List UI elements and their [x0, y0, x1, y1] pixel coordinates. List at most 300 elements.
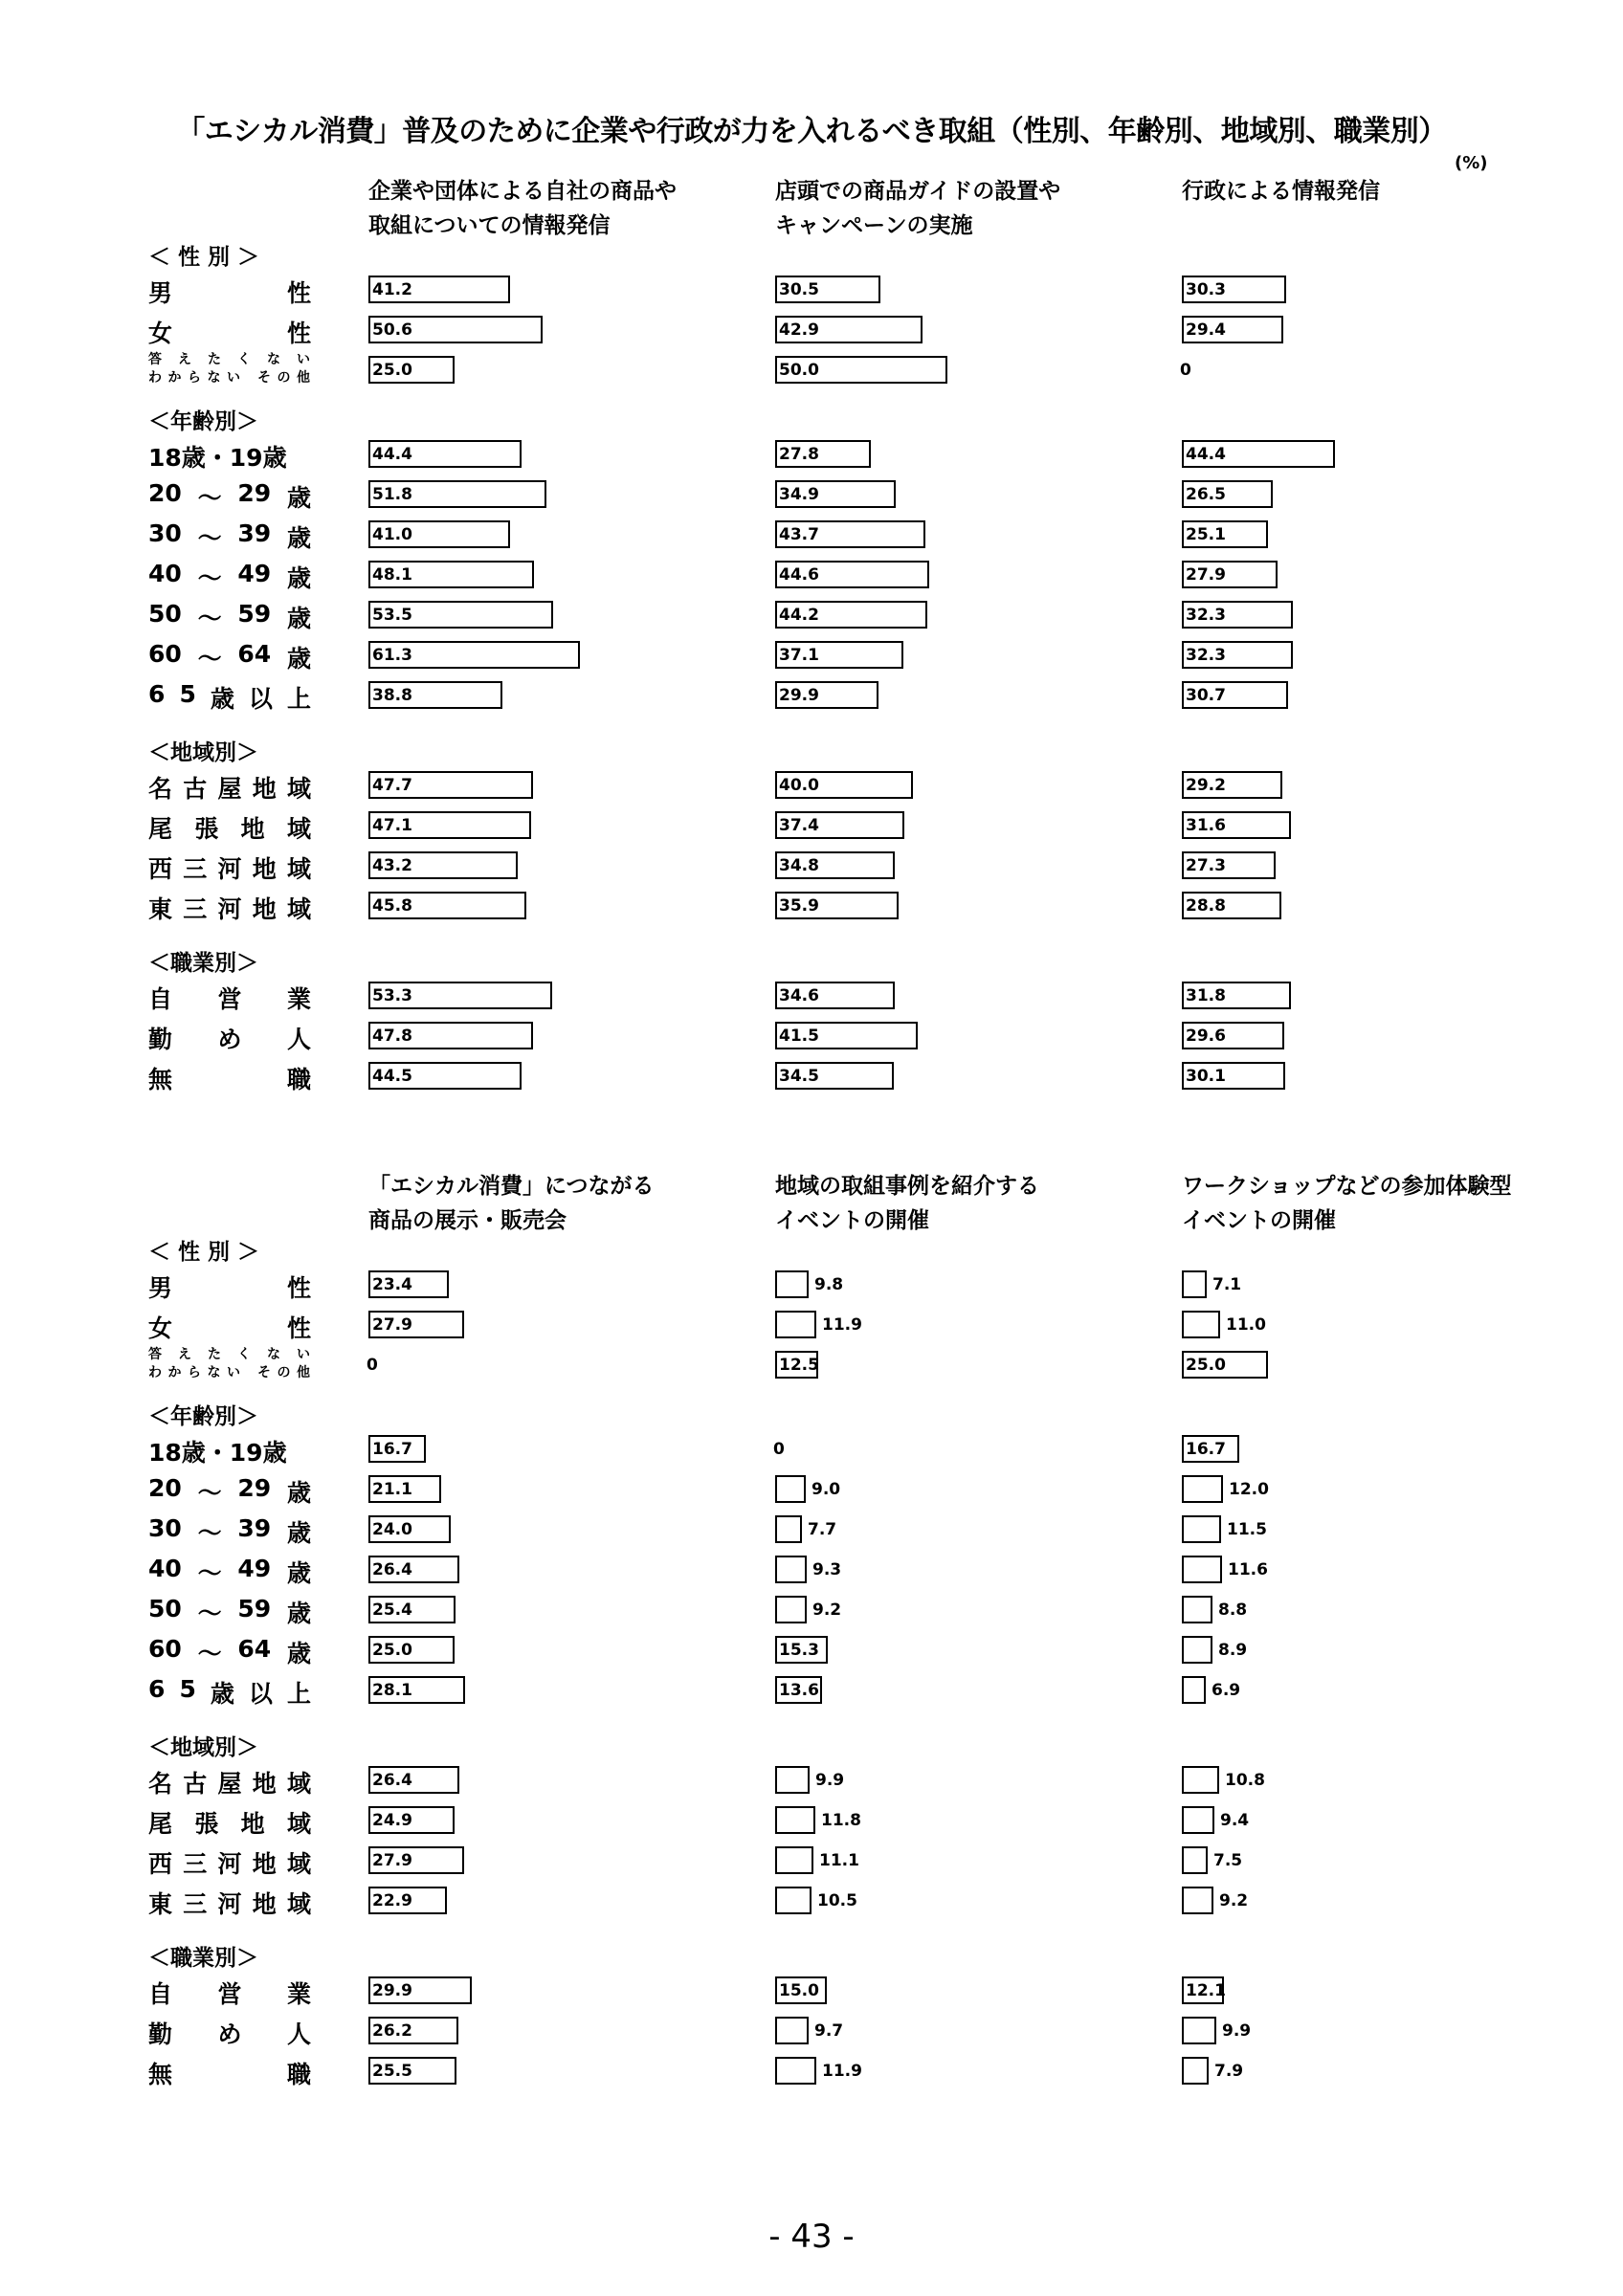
row-label-part: 39: [237, 1514, 272, 1542]
bar-value-label: 11.9: [822, 1315, 862, 1335]
row-label: [148, 1845, 311, 1876]
row-label-part: 30: [148, 1514, 182, 1542]
group-label: ＜地域別＞: [148, 1735, 258, 1760]
bar-value-label: 26.4: [372, 1771, 412, 1790]
row-label-part: 自: [148, 1980, 173, 2008]
row-label-part: 河: [217, 1850, 242, 1878]
row-label-part: ～: [197, 1600, 222, 1627]
bar-mark: [775, 2017, 809, 2044]
bar-value-label: 9.2: [812, 1601, 842, 1620]
bar-mark: [775, 1806, 815, 1834]
row-label: [148, 1434, 311, 1465]
bar-mark: [775, 1311, 816, 1338]
column-title-line: ワークショップなどの参加体験型: [1182, 1174, 1512, 1199]
row-label: [148, 439, 311, 470]
bar-value-label: 25.5: [372, 2062, 412, 2081]
bar-value-label: 50.0: [779, 361, 819, 380]
row-label-part: 歳: [286, 605, 311, 632]
row-label-part: 女: [148, 1314, 173, 1342]
row-label-part: 域: [286, 1770, 311, 1798]
bar-mark: [1182, 1676, 1206, 1704]
bar-value-label: 11.6: [1228, 1560, 1268, 1579]
bar-value-label: 27.9: [1186, 565, 1226, 585]
row-label-part: ～: [197, 1640, 222, 1667]
group-label: ＜ 性 別 ＞: [148, 245, 260, 270]
row-label-part: 性: [286, 320, 311, 347]
bar-value-label: 48.1: [372, 565, 412, 585]
row-label-part: 50: [148, 1595, 182, 1623]
row-label-part: 49: [237, 1555, 272, 1582]
bar-value-label: 47.8: [372, 1027, 412, 1046]
page-title: 「エシカル消費」普及のために企業や行政が力を入れるべき取組（性別、年齢別、地域別、職業別）: [176, 115, 1447, 148]
column-title-line: 商品の展示・販売会: [368, 1208, 567, 1233]
row-label-part: 20: [148, 1474, 182, 1502]
row-label: [148, 1976, 311, 2006]
row-label-part: 名: [148, 775, 173, 803]
bar-mark: [775, 1887, 812, 1914]
row-label-part: 60: [148, 1635, 182, 1663]
bar-mark: [1182, 1766, 1219, 1794]
row-label-part: 西: [148, 1850, 173, 1878]
row-label-part: 以: [248, 685, 273, 713]
page-number: - 43 -: [768, 2218, 855, 2256]
row-label-part: 49: [237, 560, 272, 587]
row-label-part: ～: [197, 564, 222, 592]
row-label: [148, 2056, 311, 2086]
row-label-part: 地: [252, 1770, 277, 1798]
bar-value-label: 31.8: [1186, 986, 1226, 1005]
bar-mark: [775, 2057, 816, 2085]
row-label: [148, 1886, 311, 1916]
bar-value-label: 8.9: [1218, 1641, 1248, 1660]
row-label: [148, 1310, 311, 1340]
bar-mark: [1182, 1311, 1220, 1338]
bar-mark: [775, 1556, 807, 1583]
row-label: [148, 981, 311, 1011]
bar-mark: [1182, 1846, 1208, 1874]
bar-value-label: 31.6: [1186, 816, 1226, 835]
bar-value-label: 12.5: [779, 1356, 819, 1375]
bar-value-label: 27.9: [372, 1851, 412, 1870]
row-label-part: 歳: [286, 645, 311, 673]
bar-value-label: 25.4: [372, 1601, 412, 1620]
row-label-part: 64: [237, 1635, 272, 1663]
bar-value-label: 11.5: [1227, 1520, 1267, 1539]
bar-mark: [1182, 1636, 1212, 1664]
row-label-part: ～: [197, 484, 222, 512]
row-label-part: 男: [148, 279, 173, 307]
row-label-part: 歳: [210, 1680, 234, 1708]
bar-value-label: 9.8: [814, 1275, 844, 1294]
row-label-part: 自: [148, 985, 173, 1013]
row-label-part: 域: [286, 1850, 311, 1878]
group-label: ＜年齢別＞: [148, 1404, 258, 1429]
bar-value-label: 30.5: [779, 280, 819, 299]
bar-value-label: 43.2: [372, 856, 412, 875]
row-label: [148, 1555, 311, 1585]
row-label: [148, 275, 311, 305]
group-label: ＜職業別＞: [148, 1946, 258, 1971]
bar-value-label: 10.5: [817, 1891, 857, 1910]
row-label-part: 屋: [217, 1770, 242, 1798]
bar-value-label: 26.2: [372, 2021, 412, 2041]
row-label-part: 地: [252, 895, 277, 923]
bar-mark: [1182, 1515, 1221, 1543]
row-label-part: 西: [148, 855, 173, 883]
row-label-part: 歳: [286, 484, 311, 512]
row-label-part: 39: [237, 519, 272, 547]
bar-value-label: 0: [1180, 361, 1191, 380]
column-title: [775, 174, 1060, 243]
bar-value-label: 51.8: [372, 485, 412, 504]
bar-value-label: 26.5: [1186, 485, 1226, 504]
bar-value-label: 27.8: [779, 445, 819, 464]
bar-value-label: 47.7: [372, 776, 412, 795]
row-label-part: 64: [237, 640, 272, 668]
row-label: [148, 1635, 311, 1666]
bar-value-label: 44.5: [372, 1067, 412, 1086]
row-label-part: ～: [197, 1479, 222, 1507]
bar-value-label: 9.3: [812, 1560, 842, 1579]
bar-value-label: 44.2: [779, 606, 819, 625]
row-label: [148, 1514, 311, 1545]
row-label: [148, 350, 311, 388]
bar-value-label: 9.4: [1220, 1811, 1250, 1830]
row-label-part: わからない その他: [148, 1365, 311, 1380]
bar-value-label: 44.4: [372, 445, 412, 464]
row-label-part: 無: [148, 1066, 173, 1093]
row-label-part: 5: [179, 680, 196, 708]
bar-value-label: 27.9: [372, 1315, 412, 1335]
row-label-part: 40: [148, 560, 182, 587]
bar-value-label: 30.1: [1186, 1067, 1226, 1086]
row-label-part: 地: [240, 1810, 265, 1838]
bar-value-label: 29.2: [1186, 776, 1226, 795]
group-label: ＜職業別＞: [148, 951, 258, 976]
row-label-part: 域: [286, 855, 311, 883]
row-label-part: 50: [148, 600, 182, 628]
row-label-part: 5: [179, 1675, 196, 1703]
column-title-line: 行政による情報発信: [1182, 179, 1380, 204]
row-label: [148, 560, 311, 590]
row-label-part: 18歳・19歳: [148, 1439, 287, 1467]
row-label-part: 業: [286, 985, 311, 1013]
bar-value-label: 30.7: [1186, 686, 1226, 705]
bar-value-label: 32.3: [1186, 606, 1226, 625]
row-label-part: 職: [286, 2061, 311, 2088]
row-label-part: 人: [286, 2020, 311, 2048]
row-label-part: 域: [286, 895, 311, 923]
row-label-part: 河: [217, 895, 242, 923]
bar-value-label: 25.1: [1186, 525, 1226, 544]
row-label-part: 河: [217, 855, 242, 883]
bar-value-label: 11.1: [819, 1851, 859, 1870]
bar-mark: [1182, 1887, 1213, 1914]
row-label-part: 人: [286, 1026, 311, 1053]
unit-label: (%): [1455, 153, 1488, 173]
row-label-part: 性: [286, 1274, 311, 1302]
column-title: [775, 1169, 1039, 1238]
row-label-part: 職: [286, 1066, 311, 1093]
bar-value-label: 8.8: [1218, 1601, 1248, 1620]
row-label-part: 東: [148, 895, 173, 923]
bar-mark: [775, 1475, 806, 1503]
row-label: [148, 1474, 311, 1505]
bar-value-label: 7.9: [1214, 2062, 1244, 2081]
row-label-part: 60: [148, 640, 182, 668]
row-label-part: 無: [148, 2061, 173, 2088]
bar-value-label: 44.4: [1186, 445, 1226, 464]
bar-value-label: 16.7: [1186, 1440, 1226, 1459]
row-label-part: 女: [148, 320, 173, 347]
bar-value-label: 23.4: [372, 1275, 412, 1294]
bar-value-label: 0: [773, 1440, 785, 1459]
row-label-part: 歳: [286, 1640, 311, 1667]
bar-mark: [1182, 2057, 1209, 2085]
bar-value-label: 12.1: [1186, 1981, 1226, 2000]
row-label-part: 河: [217, 1890, 242, 1918]
row-label-part: 尾: [148, 815, 173, 843]
row-label-part: 以: [248, 1680, 273, 1708]
bar-value-label: 38.8: [372, 686, 412, 705]
group-label: ＜年齢別＞: [148, 409, 258, 434]
row-label-part: 地: [252, 775, 277, 803]
column-title-line: 地域の取組事例を紹介する: [775, 1174, 1039, 1199]
row-label-part: ～: [197, 605, 222, 632]
row-label: [148, 1269, 311, 1300]
column-title: [368, 174, 677, 243]
bar-value-label: 25.0: [372, 361, 412, 380]
row-label-part: 30: [148, 519, 182, 547]
bar-value-label: 9.9: [1222, 2021, 1252, 2041]
bar-value-label: 47.1: [372, 816, 412, 835]
row-label-part: 域: [286, 1890, 311, 1918]
bar-value-label: 37.1: [779, 646, 819, 665]
row-label: [148, 2016, 311, 2046]
row-label: [148, 1805, 311, 1836]
column-title: [1182, 1169, 1512, 1238]
group-label: ＜ 性 別 ＞: [148, 1240, 260, 1265]
row-label-part: 尾: [148, 1810, 173, 1838]
row-label: [148, 1061, 311, 1092]
row-label-part: 三: [183, 1890, 208, 1918]
row-label-part: 古: [183, 1770, 208, 1798]
bar-value-label: 9.7: [814, 2021, 844, 2041]
bar-value-label: 30.3: [1186, 280, 1226, 299]
row-label-part: め: [217, 2020, 242, 2048]
row-label-part: 域: [286, 815, 311, 843]
bar-value-label: 28.1: [372, 1681, 412, 1700]
bar-value-label: 41.0: [372, 525, 412, 544]
bar-value-label: 11.8: [821, 1811, 861, 1830]
row-label-part: 29: [237, 1474, 272, 1502]
row-label: [148, 479, 311, 510]
column-title-line: イベントの開催: [1182, 1208, 1336, 1233]
bar-value-label: 24.9: [372, 1811, 412, 1830]
row-label-part: 6: [148, 680, 166, 708]
row-label-part: 歳: [286, 564, 311, 592]
bar-value-label: 43.7: [779, 525, 819, 544]
row-label-part: 東: [148, 1890, 173, 1918]
row-label-part: 29: [237, 479, 272, 507]
bar-mark: [1182, 1596, 1212, 1623]
bar-mark: [1182, 1556, 1222, 1583]
bar-value-label: 11.0: [1226, 1315, 1266, 1335]
row-label-part: 18歳・19歳: [148, 444, 287, 472]
row-label-part: 名: [148, 1770, 173, 1798]
bar-value-label: 29.4: [1186, 320, 1226, 340]
column-title: [1182, 174, 1380, 209]
row-label-part: 上: [286, 1680, 311, 1708]
row-label-part: め: [217, 1026, 242, 1053]
bar-mark: [775, 1846, 813, 1874]
bar-value-label: 24.0: [372, 1520, 412, 1539]
bar-value-label: 28.8: [1186, 896, 1226, 916]
row-label-part: 歳: [286, 1519, 311, 1547]
row-label-part: 営: [217, 985, 242, 1013]
row-label: [148, 1021, 311, 1051]
bar-value-label: 15.3: [779, 1641, 819, 1660]
row-label-part: 男: [148, 1274, 173, 1302]
row-label-part: 三: [183, 1850, 208, 1878]
row-label: [148, 850, 311, 881]
bar-value-label: 21.1: [372, 1480, 412, 1499]
row-label-part: 域: [286, 775, 311, 803]
bar-value-label: 41.2: [372, 280, 412, 299]
row-label-part: 答 え た く な い: [148, 352, 311, 367]
row-label-part: 20: [148, 479, 182, 507]
bar-value-label: 7.1: [1212, 1275, 1242, 1294]
row-label: [148, 640, 311, 671]
bar-value-label: 34.8: [779, 856, 819, 875]
row-label-part: 答 え た く な い: [148, 1347, 311, 1362]
bar-mark: [1182, 1270, 1207, 1298]
row-label: [148, 315, 311, 345]
row-label-part: 勤: [148, 2020, 173, 2048]
row-label-part: ～: [197, 1519, 222, 1547]
row-label-part: 張: [194, 1810, 219, 1838]
bar-value-label: 7.5: [1213, 1851, 1243, 1870]
row-label-part: 59: [237, 1595, 272, 1623]
bar-value-label: 41.5: [779, 1027, 819, 1046]
bar-value-label: 29.9: [372, 1981, 412, 2000]
bar-value-label: 26.4: [372, 1560, 412, 1579]
row-label-part: 古: [183, 775, 208, 803]
row-label: [148, 770, 311, 801]
row-label-part: 勤: [148, 1026, 173, 1053]
row-label-part: 域: [286, 1810, 311, 1838]
row-label-part: 三: [183, 895, 208, 923]
bar-value-label: 40.0: [779, 776, 819, 795]
row-label: [148, 810, 311, 841]
bar-mark: [1182, 1806, 1214, 1834]
bar-mark: [1182, 2017, 1216, 2044]
bar-value-label: 34.5: [779, 1067, 819, 1086]
bar-value-label: 34.9: [779, 485, 819, 504]
column-title-line: 店頭での商品ガイドの設置や: [775, 179, 1061, 204]
row-label-part: 歳: [286, 1479, 311, 1507]
bar-value-label: 25.0: [1186, 1356, 1226, 1375]
bar-value-label: 9.0: [812, 1480, 841, 1499]
bar-mark: [775, 1596, 807, 1623]
column-title-line: 「エシカル消費」につながる: [368, 1174, 655, 1199]
bar-value-label: 61.3: [372, 646, 412, 665]
row-label-part: 地: [240, 815, 265, 843]
bar-value-label: 0: [367, 1356, 378, 1375]
bar-value-label: 37.4: [779, 816, 819, 835]
bar-value-label: 15.0: [779, 1981, 819, 2000]
bar-mark: [1182, 1475, 1223, 1503]
column-title-line: イベントの開催: [775, 1208, 929, 1233]
bar-value-label: 9.9: [815, 1771, 845, 1790]
row-label-part: 屋: [217, 775, 242, 803]
column-title-line: 取組についての情報発信: [368, 213, 611, 238]
column-title: [368, 1169, 655, 1238]
group-label: ＜地域別＞: [148, 740, 258, 765]
bar-mark: [775, 1515, 802, 1543]
row-label-part: ～: [197, 645, 222, 673]
bar-value-label: 6.9: [1212, 1681, 1241, 1700]
bar-value-label: 42.9: [779, 320, 819, 340]
row-label: [148, 1675, 311, 1706]
bar-value-label: 27.3: [1186, 856, 1226, 875]
row-label-part: 6: [148, 1675, 166, 1703]
column-title-line: キャンペーンの実施: [775, 213, 973, 238]
row-label-part: 歳: [286, 524, 311, 552]
bar-value-label: 22.9: [372, 1891, 412, 1910]
bar-mark: [775, 1270, 809, 1298]
bar-value-label: 50.6: [372, 320, 412, 340]
row-label-part: わからない その他: [148, 370, 311, 386]
row-label: [148, 891, 311, 921]
bar-value-label: 53.3: [372, 986, 412, 1005]
row-label: [148, 680, 311, 711]
row-label-part: 上: [286, 685, 311, 713]
row-label-part: 地: [252, 1850, 277, 1878]
row-label: [148, 1345, 311, 1383]
row-label-part: 歳: [286, 1600, 311, 1627]
column-title-line: 企業や団体による自社の商品や: [368, 179, 677, 204]
row-label-part: 59: [237, 600, 272, 628]
bar-value-label: 9.2: [1219, 1891, 1249, 1910]
row-label-part: 三: [183, 855, 208, 883]
bar-value-label: 53.5: [372, 606, 412, 625]
bar-value-label: 29.9: [779, 686, 819, 705]
row-label-part: 業: [286, 1980, 311, 2008]
row-label-part: 営: [217, 1980, 242, 2008]
row-label: [148, 600, 311, 630]
bar-value-label: 10.8: [1225, 1771, 1265, 1790]
bar-value-label: 45.8: [372, 896, 412, 916]
bar-value-label: 29.6: [1186, 1027, 1226, 1046]
bar-mark: [775, 1766, 810, 1794]
row-label-part: 歳: [286, 1559, 311, 1587]
row-label-part: 張: [194, 815, 219, 843]
bar-value-label: 12.0: [1229, 1480, 1269, 1499]
row-label-part: 歳: [210, 685, 234, 713]
row-label-part: 性: [286, 1314, 311, 1342]
bar-value-label: 35.9: [779, 896, 819, 916]
bar-value-label: 11.9: [822, 2062, 862, 2081]
bar-value-label: 25.0: [372, 1641, 412, 1660]
row-label-part: ～: [197, 524, 222, 552]
row-label-part: 性: [286, 279, 311, 307]
bar-value-label: 16.7: [372, 1440, 412, 1459]
bar-value-label: 7.7: [808, 1520, 837, 1539]
bar-value-label: 13.6: [779, 1681, 819, 1700]
row-label-part: 40: [148, 1555, 182, 1582]
bar-value-label: 44.6: [779, 565, 819, 585]
